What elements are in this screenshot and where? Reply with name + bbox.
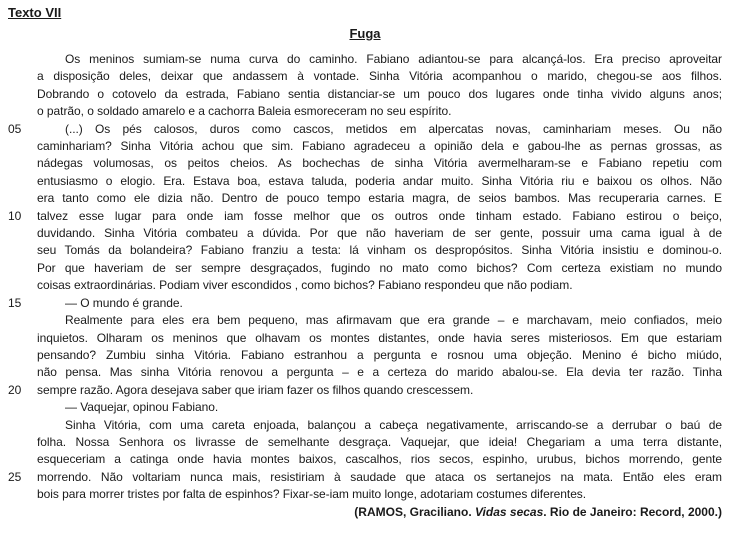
citation [8, 504, 722, 521]
text-line-content: talvez esse lugar para onde iam fosse melhor que os outros onde tinham estado. Fabiano estirou o beiço, [37, 208, 722, 223]
text-line-content: nádegas volumosas, os peitos cheios. As bochechas de sinha Vitória avermelharam-se e Fabiano repetiu com [37, 156, 722, 171]
citation-author: (RAMOS, Graciliano. [354, 504, 475, 519]
text-line [8, 417, 722, 434]
doc-heading: Fuga [349, 26, 381, 41]
line-number: 20 [8, 382, 22, 397]
text-line-content: Dobrando o cotovelo da estrada, Fabiano sentia distanciar-se um pouco dos lugares onde tinha vivido alguns anos; [37, 86, 722, 101]
text-line-content: a disposição deles, deixar que andassem à vontade. Sinha Vitória acompanhou o marido, chegou-se aos filhos. [37, 69, 722, 84]
text-line [8, 68, 722, 85]
text-line [8, 190, 722, 207]
text-line [8, 51, 722, 68]
text-line-content: esqueceriam a catinga onde havia montes baixos, cascalhos, rios secos, espinho, urubus, bichos morrendo, gente [37, 452, 722, 467]
line-number: 25 [8, 469, 22, 484]
citation-work-title: Vidas secas [474, 504, 544, 519]
text-line [8, 364, 722, 381]
text-line [8, 242, 722, 259]
text-line [8, 103, 722, 120]
text-line-content: caminhariam? Sinha Vitória achou que sim. Fabiano agradeceu a opinião dela e gabou-lhe as pernas grossas, as [37, 139, 722, 154]
text-line-content: bois para morrer tristes por falta de espinhos? Fixar-se-iam muito longe, adotariam costumes diferentes. [37, 487, 587, 502]
text-line [8, 155, 722, 172]
line-number: 10 [8, 208, 22, 223]
text-line [8, 451, 722, 468]
text-line [8, 469, 722, 486]
text-line-content: morrendo. Não voltariam nunca mais, resistiriam à saudade que ataca os sertanejos na mata. Então eles eram [37, 469, 722, 484]
text-line-content: pensando? Zumbiu sinha Vitória. Fabiano estranhou a pergunta e rosnou uma objeção. Menino é bicho miúdo, [37, 347, 722, 362]
text-line [8, 260, 722, 277]
text-line-content: Realmente para eles era bem pequeno, mas afirmavam que era grande – e marchavam, meio confiados, meio [65, 313, 722, 328]
text-line-content: Os meninos sumiam-se numa curva do caminho. Fabiano adiantou-se para alcançá-los. Era preciso aproveitar [65, 52, 722, 66]
text-line-content: Sinha Vitória, com uma careta enjoada, balançou a cabeça negativamente, arriscando-se a derrubar o baú de [65, 417, 722, 432]
text-line [8, 382, 722, 399]
text-line-content: — O mundo é grande. [65, 295, 183, 310]
text-line-content: folha. Nossa Senhora os livrasse de semelhante desgraça. Vaquejar, que ideia! Chegariam a uma terra distante, [37, 434, 722, 449]
line-number: 05 [8, 121, 22, 136]
text-line-content: entusiasmo o elogio. Era. Estava boa, estava taluda, poderia andar muito. Sinha Vitória riu e baixou os olhos. Não [37, 173, 722, 188]
text-line [8, 330, 722, 347]
doc-title: Texto VII [8, 5, 62, 20]
text-line-content: (...) Os pés calosos, duros como cascos, metidos em alpercatas novas, caminhariam meses. Ou não [65, 121, 722, 136]
text-line-content: duvidando. Sinha Vitória combateu a dúvida. Por que não haveriam de ser gente, possuir uma cama igual à de [37, 226, 722, 241]
text-line-content: Por que haveriam de ser sempre desgraçados, fugindo no mato como bichos? Com certeza existiam no mundo [37, 260, 722, 275]
text-line-content: o patrão, o soldado amarelo e a cachorra Baleia esmoreceram no seu espírito. [37, 104, 452, 119]
text-line [8, 486, 722, 503]
text-line [8, 138, 722, 155]
text-line-content: seu Tomás da bolandeira? Fabiano franziu a testa: lá vinham os despropósitos. Sinha Vitória insistiu e dominou-o. [37, 243, 722, 258]
text-line [8, 347, 722, 364]
text-line-content: — Vaquejar, opinou Fabiano. [65, 400, 219, 415]
text-line [8, 208, 722, 225]
text-line-content: sempre razão. Agora desejava saber que iriam fazer os filhos quando crescessem. [37, 382, 474, 397]
text-line [8, 295, 722, 312]
text-line [8, 121, 722, 138]
text-line [8, 312, 722, 329]
line-number: 15 [8, 295, 22, 310]
text-line [8, 434, 722, 451]
text-line-content: coisas extraordinárias. Podiam viver escondidos , como bichos? Fabiano respondeu que não podiam. [37, 278, 573, 293]
text-body [8, 51, 722, 504]
citation-publisher: . Rio de Janeiro: Record, 2000.) [543, 504, 722, 519]
text-line-content: inquietos. Olharam os meninos que olhavam os montes distantes, onde havia seres misteriosos. Em que estariam [37, 330, 722, 345]
text-line [8, 173, 722, 190]
text-line [8, 86, 722, 103]
text-line [8, 399, 722, 416]
text-line [8, 225, 722, 242]
text-line [8, 277, 722, 294]
text-line-content: era tanto como ele dizia não. Dentro de pouco tempo estaria magra, de seios bambos. Mas recuperaria carnes. E [37, 191, 722, 206]
text-line-content: não pensa. Mas sinha Vitória renovou a pergunta – e a certeza do marido abalou-se. Ela devia ter razão. Tinha [37, 365, 722, 380]
